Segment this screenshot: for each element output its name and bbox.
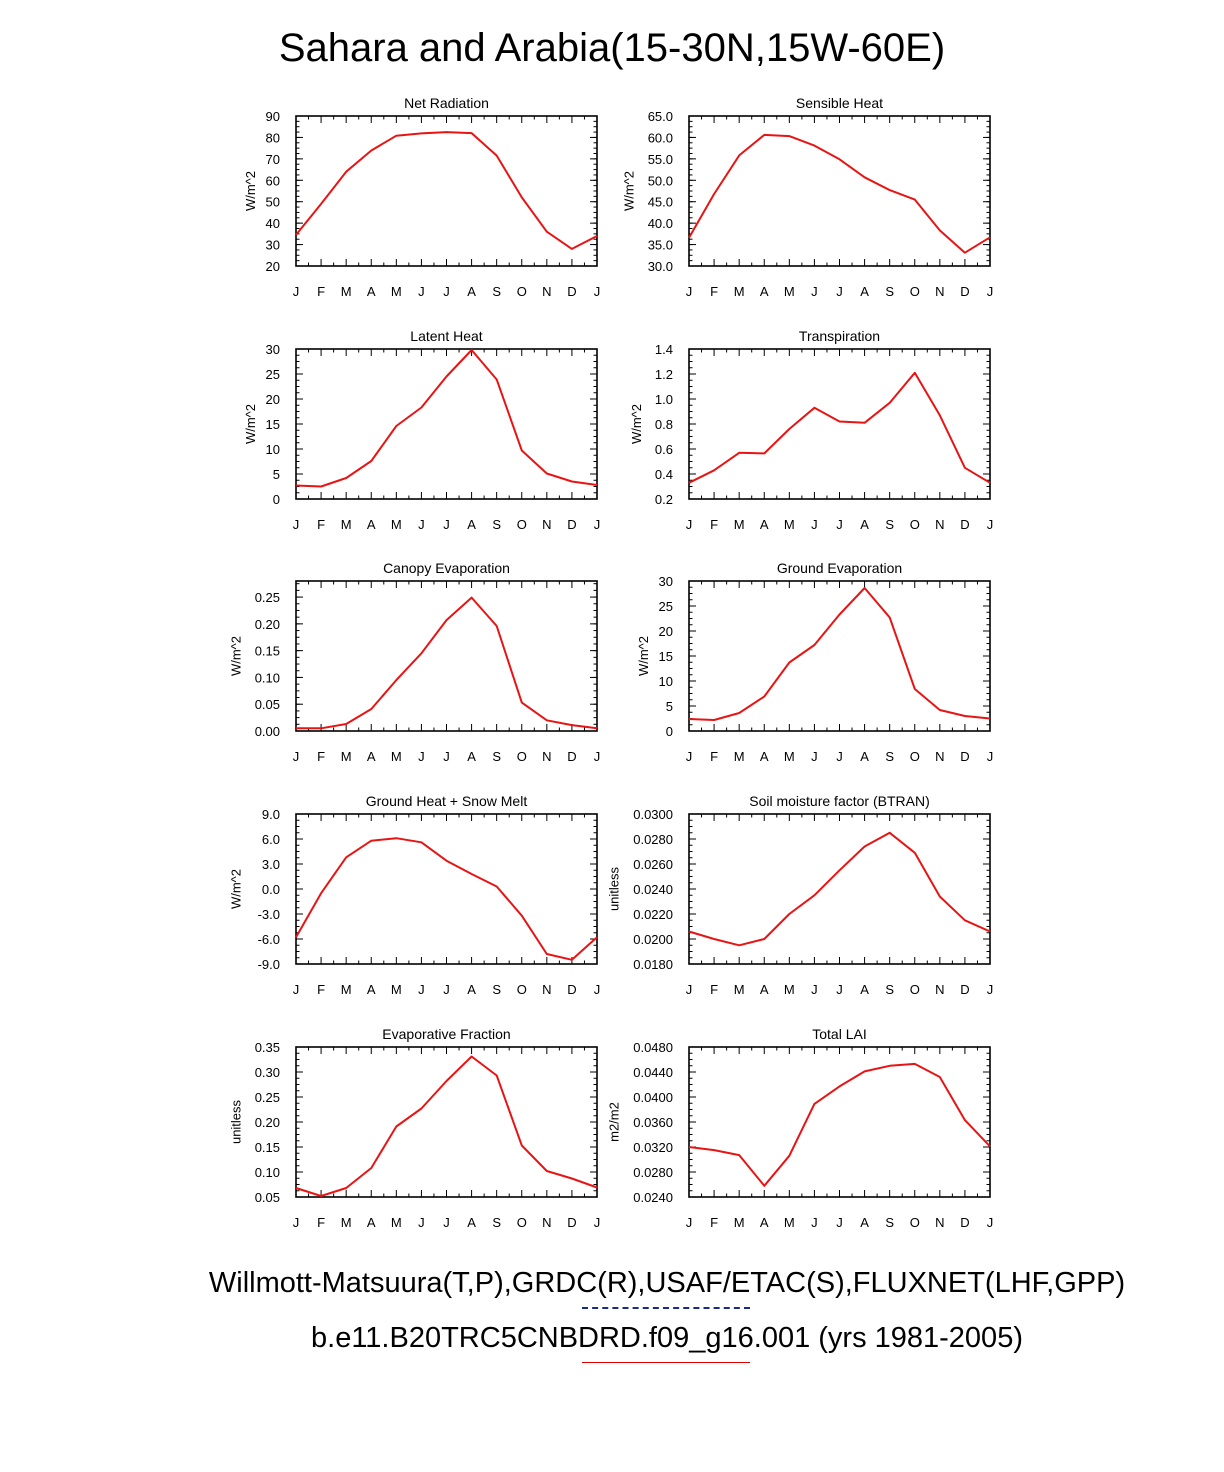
- y-tick-label: 5: [272, 467, 280, 482]
- y-tick-label: 10: [265, 442, 280, 457]
- x-tick-label: O: [909, 982, 920, 997]
- y-tick-label: 5: [665, 699, 673, 714]
- x-tick-label: D: [960, 517, 970, 532]
- y-tick-label: -6.0: [257, 932, 280, 947]
- x-tick-label: S: [885, 1215, 895, 1230]
- y-tick-label: 15: [265, 417, 280, 432]
- x-tick-label: J: [418, 749, 425, 764]
- y-tick-label: 1.2: [654, 367, 673, 382]
- x-tick-label: J: [593, 749, 601, 764]
- x-tick-label: J: [685, 982, 693, 997]
- x-tick-label: O: [909, 749, 920, 764]
- series-line: [296, 132, 597, 249]
- y-tick-label: 0.0260: [633, 857, 673, 872]
- x-tick-label: J: [443, 982, 450, 997]
- y-tick-label: 0.10: [254, 1165, 280, 1180]
- x-tick-label: F: [710, 517, 719, 532]
- y-tick-label: 80: [265, 130, 280, 146]
- y-tick-label: 0.15: [254, 643, 280, 659]
- plot-frame: [296, 581, 597, 731]
- y-tick-label: 15: [658, 649, 673, 664]
- x-tick-label: N: [935, 749, 945, 764]
- y-tick-label: 0.4: [654, 467, 673, 482]
- y-tick-label: 0.0400: [633, 1090, 673, 1105]
- y-tick-label: 25: [265, 367, 280, 382]
- y-tick-label: -9.0: [257, 957, 280, 972]
- x-tick-label: D: [960, 284, 970, 299]
- x-tick-label: J: [685, 749, 693, 764]
- y-tick-label: 0.00: [254, 724, 280, 739]
- y-tick-label: 25: [658, 599, 673, 614]
- y-axis-label: W/m^2: [243, 170, 259, 212]
- x-tick-label: M: [733, 1215, 745, 1230]
- y-tick-label: 0.0480: [633, 1040, 673, 1055]
- x-tick-label: O: [516, 749, 527, 764]
- chart-title: Sahara and Arabia(15-30N,15W-60E): [278, 26, 946, 70]
- panel-6: [636, 560, 993, 764]
- x-tick-label: J: [685, 1215, 693, 1230]
- y-tick-label: -3.0: [257, 907, 280, 922]
- panel-4: [629, 328, 993, 532]
- x-tick-label: J: [292, 284, 300, 299]
- plot-frame: [689, 116, 990, 266]
- y-tick-label: 90: [265, 109, 280, 124]
- y-axis-label: W/m^2: [228, 635, 244, 677]
- x-tick-label: F: [317, 517, 326, 532]
- x-tick-label: J: [443, 749, 450, 764]
- y-tick-label: 50: [265, 194, 280, 210]
- series-line: [296, 1057, 597, 1197]
- y-tick-label: 50.0: [647, 173, 673, 189]
- x-tick-label: N: [935, 284, 945, 299]
- x-tick-label: J: [986, 749, 994, 764]
- y-tick-label: 0.20: [254, 1115, 280, 1130]
- x-tick-label: J: [836, 517, 843, 532]
- panel-title: Soil moisture factor (BTRAN): [749, 793, 930, 809]
- x-tick-label: M: [340, 1215, 352, 1230]
- plot-frame: [296, 1047, 597, 1197]
- y-tick-label: 1.4: [654, 342, 673, 357]
- x-tick-label: D: [567, 982, 577, 997]
- y-tick-label: 0.8: [654, 417, 673, 432]
- series-line: [689, 135, 990, 253]
- x-tick-label: M: [390, 982, 402, 997]
- x-tick-label: S: [492, 284, 502, 299]
- y-tick-label: 20: [265, 259, 280, 274]
- x-tick-label: S: [492, 749, 502, 764]
- x-tick-label: M: [340, 284, 352, 299]
- y-axis-label: unitless: [228, 1099, 244, 1145]
- y-tick-label: 35.0: [647, 237, 673, 253]
- x-tick-label: S: [885, 749, 895, 764]
- x-tick-label: F: [710, 982, 719, 997]
- panel-2: [621, 95, 993, 299]
- y-tick-label: 1.0: [654, 392, 673, 407]
- panel-7: [228, 793, 600, 997]
- panel-5: [228, 560, 600, 764]
- x-tick-label: A: [860, 517, 869, 532]
- y-tick-label: 70: [265, 151, 280, 167]
- x-tick-label: A: [759, 982, 769, 997]
- x-tick-label: N: [935, 1215, 945, 1230]
- legend-observed-swatch: [582, 1307, 750, 1309]
- y-tick-label: 0.0280: [633, 832, 673, 847]
- x-tick-label: S: [492, 517, 502, 532]
- x-tick-label: J: [685, 517, 693, 532]
- x-tick-label: D: [960, 749, 970, 764]
- panel-title: Canopy Evaporation: [383, 560, 510, 576]
- panel-title: Transpiration: [798, 328, 881, 344]
- x-tick-label: M: [733, 982, 745, 997]
- x-tick-label: M: [783, 1215, 795, 1230]
- x-tick-label: J: [593, 982, 601, 997]
- x-tick-label: A: [860, 982, 869, 997]
- x-tick-label: F: [710, 749, 719, 764]
- x-tick-label: O: [516, 1215, 527, 1230]
- series-line: [296, 350, 597, 487]
- y-tick-label: 60: [265, 173, 280, 189]
- x-tick-label: D: [960, 982, 970, 997]
- x-tick-label: N: [542, 517, 552, 532]
- x-tick-label: M: [340, 517, 352, 532]
- y-tick-label: 0.0440: [633, 1065, 673, 1080]
- x-tick-label: J: [418, 982, 425, 997]
- x-tick-label: J: [418, 517, 425, 532]
- x-tick-label: J: [292, 517, 300, 532]
- y-tick-label: 0.0180: [633, 957, 673, 972]
- y-tick-label: 0.0200: [633, 932, 673, 947]
- y-tick-label: 9.0: [261, 807, 280, 822]
- y-tick-label: 0.05: [254, 1190, 280, 1205]
- x-tick-label: A: [860, 1215, 869, 1230]
- x-tick-label: A: [467, 982, 476, 997]
- x-tick-label: F: [317, 982, 326, 997]
- y-tick-label: 60.0: [647, 130, 673, 146]
- y-tick-label: 6.0: [261, 832, 280, 847]
- y-axis-label: W/m^2: [621, 170, 637, 212]
- y-tick-label: 0.6: [654, 442, 673, 457]
- y-tick-label: 55.0: [647, 151, 673, 167]
- x-tick-label: J: [836, 284, 843, 299]
- panel-8: [607, 793, 994, 997]
- y-tick-label: 0.0320: [633, 1140, 673, 1155]
- x-tick-label: J: [986, 982, 994, 997]
- y-tick-label: 0.25: [254, 590, 280, 606]
- x-tick-label: O: [909, 1215, 920, 1230]
- y-tick-label: 0.10: [254, 670, 280, 686]
- y-tick-label: 45.0: [647, 194, 673, 210]
- x-tick-label: J: [292, 982, 300, 997]
- y-tick-label: 0.0240: [633, 1190, 673, 1205]
- panel-title: Sensible Heat: [795, 95, 884, 111]
- y-tick-label: 0: [272, 492, 280, 507]
- x-tick-label: N: [542, 284, 552, 299]
- plot-frame: [296, 814, 597, 964]
- x-tick-label: J: [836, 982, 843, 997]
- y-tick-label: 40.0: [647, 216, 673, 232]
- x-tick-label: J: [811, 982, 818, 997]
- panel-3: [243, 328, 600, 532]
- x-tick-label: F: [710, 284, 719, 299]
- x-tick-label: N: [542, 982, 552, 997]
- y-axis-label: W/m^2: [628, 403, 644, 445]
- plot-frame: [296, 116, 597, 266]
- y-tick-label: 30: [265, 342, 280, 357]
- y-tick-label: 30: [658, 574, 673, 589]
- x-tick-label: A: [366, 517, 376, 532]
- x-tick-label: J: [685, 284, 693, 299]
- series-line: [296, 838, 597, 960]
- series-line: [689, 588, 990, 720]
- y-tick-label: 20: [658, 624, 673, 639]
- x-tick-label: J: [986, 517, 994, 532]
- x-tick-label: N: [542, 749, 552, 764]
- x-tick-label: S: [492, 1215, 502, 1230]
- y-tick-label: 0.05: [254, 697, 280, 713]
- panel-1: [243, 95, 600, 299]
- y-tick-label: 0.15: [254, 1140, 280, 1155]
- x-tick-label: A: [366, 982, 376, 997]
- x-tick-label: J: [292, 1215, 300, 1230]
- plot-frame: [296, 349, 597, 499]
- x-tick-label: S: [885, 517, 895, 532]
- x-tick-label: J: [593, 517, 601, 532]
- x-tick-label: J: [443, 284, 450, 299]
- y-tick-label: 30.0: [647, 259, 673, 274]
- x-tick-label: J: [593, 284, 601, 299]
- x-tick-label: F: [317, 1215, 326, 1230]
- y-tick-label: 20: [265, 392, 280, 407]
- y-tick-label: 0.0280: [633, 1165, 673, 1180]
- x-tick-label: N: [935, 517, 945, 532]
- y-tick-label: 10: [658, 674, 673, 689]
- x-tick-label: A: [467, 1215, 476, 1230]
- panel-title: Ground Evaporation: [776, 560, 903, 576]
- x-tick-label: M: [390, 284, 402, 299]
- y-tick-label: 0.35: [254, 1040, 280, 1055]
- x-tick-label: A: [366, 1215, 376, 1230]
- x-tick-label: A: [759, 1215, 769, 1230]
- x-tick-label: J: [811, 1215, 818, 1230]
- x-tick-label: F: [317, 284, 326, 299]
- series-line: [689, 833, 990, 946]
- y-tick-label: 30: [265, 237, 280, 253]
- y-axis-label: W/m^2: [228, 868, 244, 910]
- y-tick-label: 0.30: [254, 1065, 280, 1080]
- x-tick-label: A: [366, 284, 376, 299]
- x-tick-label: A: [467, 517, 476, 532]
- y-tick-label: 0.2: [654, 492, 673, 507]
- x-tick-label: D: [567, 284, 577, 299]
- y-tick-label: 0.20: [254, 616, 280, 632]
- y-axis-label: m2/m2: [606, 1102, 622, 1142]
- x-tick-label: D: [567, 517, 577, 532]
- x-tick-label: A: [860, 749, 869, 764]
- legend-observed-label: Willmott-Matsuura(T,P),GRDC(R),USAF/ETAC(S),FLUXNET(LHF,GPP): [208, 1267, 1126, 1299]
- x-tick-label: O: [516, 517, 527, 532]
- x-tick-label: S: [885, 284, 895, 299]
- panel-title: Evaporative Fraction: [382, 1026, 511, 1042]
- y-tick-label: 65.0: [647, 109, 673, 124]
- y-axis-label: W/m^2: [636, 635, 652, 677]
- x-tick-label: J: [836, 1215, 843, 1230]
- x-tick-label: N: [935, 982, 945, 997]
- x-tick-label: S: [492, 982, 502, 997]
- x-tick-label: J: [836, 749, 843, 764]
- x-tick-label: A: [759, 749, 769, 764]
- y-tick-label: 0.0360: [633, 1115, 673, 1130]
- x-tick-label: M: [783, 284, 795, 299]
- x-tick-label: J: [418, 284, 425, 299]
- x-tick-label: A: [467, 284, 476, 299]
- x-tick-label: M: [390, 517, 402, 532]
- x-tick-label: J: [443, 517, 450, 532]
- panel-10: [607, 1026, 994, 1230]
- x-tick-label: J: [443, 1215, 450, 1230]
- x-tick-label: M: [340, 982, 352, 997]
- x-tick-label: M: [733, 749, 745, 764]
- x-tick-label: D: [567, 1215, 577, 1230]
- y-tick-label: 0.0: [261, 882, 280, 897]
- x-tick-label: M: [733, 284, 745, 299]
- y-tick-label: 0.0300: [633, 807, 673, 822]
- y-tick-label: 0.25: [254, 1090, 280, 1105]
- panel-title: Ground Heat + Snow Melt: [365, 793, 528, 809]
- x-tick-label: M: [390, 1215, 402, 1230]
- x-tick-label: A: [860, 284, 869, 299]
- x-tick-label: D: [960, 1215, 970, 1230]
- y-tick-label: 0.0240: [633, 882, 673, 897]
- series-line: [296, 598, 597, 729]
- x-tick-label: A: [759, 517, 769, 532]
- panel-title: Latent Heat: [410, 328, 483, 344]
- series-line: [689, 373, 990, 483]
- legend-model-swatch: [582, 1362, 750, 1363]
- x-tick-label: J: [986, 1215, 994, 1230]
- x-tick-label: N: [542, 1215, 552, 1230]
- x-tick-label: O: [516, 284, 527, 299]
- panel-title: Net Radiation: [404, 95, 489, 111]
- y-tick-label: 0: [665, 724, 673, 739]
- x-tick-label: A: [467, 749, 476, 764]
- x-tick-label: M: [783, 517, 795, 532]
- x-tick-label: M: [340, 749, 352, 764]
- x-tick-label: J: [811, 749, 818, 764]
- x-tick-label: F: [710, 1215, 719, 1230]
- x-tick-label: J: [811, 284, 818, 299]
- x-tick-label: J: [418, 1215, 425, 1230]
- y-axis-label: unitless: [606, 866, 622, 912]
- panel-9: [228, 1026, 600, 1230]
- x-tick-label: J: [986, 284, 994, 299]
- x-tick-label: O: [909, 284, 920, 299]
- x-tick-label: J: [811, 517, 818, 532]
- x-tick-label: O: [516, 982, 527, 997]
- x-tick-label: J: [292, 749, 300, 764]
- x-tick-label: O: [909, 517, 920, 532]
- x-tick-label: A: [759, 284, 769, 299]
- x-tick-label: M: [783, 982, 795, 997]
- y-tick-label: 3.0: [261, 857, 280, 872]
- x-tick-label: J: [593, 1215, 601, 1230]
- x-tick-label: D: [567, 749, 577, 764]
- plot-frame: [689, 1047, 990, 1197]
- series-line: [689, 1064, 990, 1186]
- x-tick-label: M: [390, 749, 402, 764]
- plot-frame: [689, 581, 990, 731]
- x-tick-label: M: [733, 517, 745, 532]
- x-tick-label: A: [366, 749, 376, 764]
- y-tick-label: 0.0220: [633, 907, 673, 922]
- y-axis-label: W/m^2: [243, 403, 259, 445]
- y-tick-label: 40: [265, 216, 280, 232]
- legend-model-label: b.e11.B20TRC5CNBDRD.f09_g16.001 (yrs 1981-2005): [311, 1322, 1023, 1354]
- x-tick-label: M: [783, 749, 795, 764]
- x-tick-label: S: [885, 982, 895, 997]
- panel-title: Total LAI: [812, 1026, 867, 1042]
- x-tick-label: F: [317, 749, 326, 764]
- plot-frame: [689, 814, 990, 964]
